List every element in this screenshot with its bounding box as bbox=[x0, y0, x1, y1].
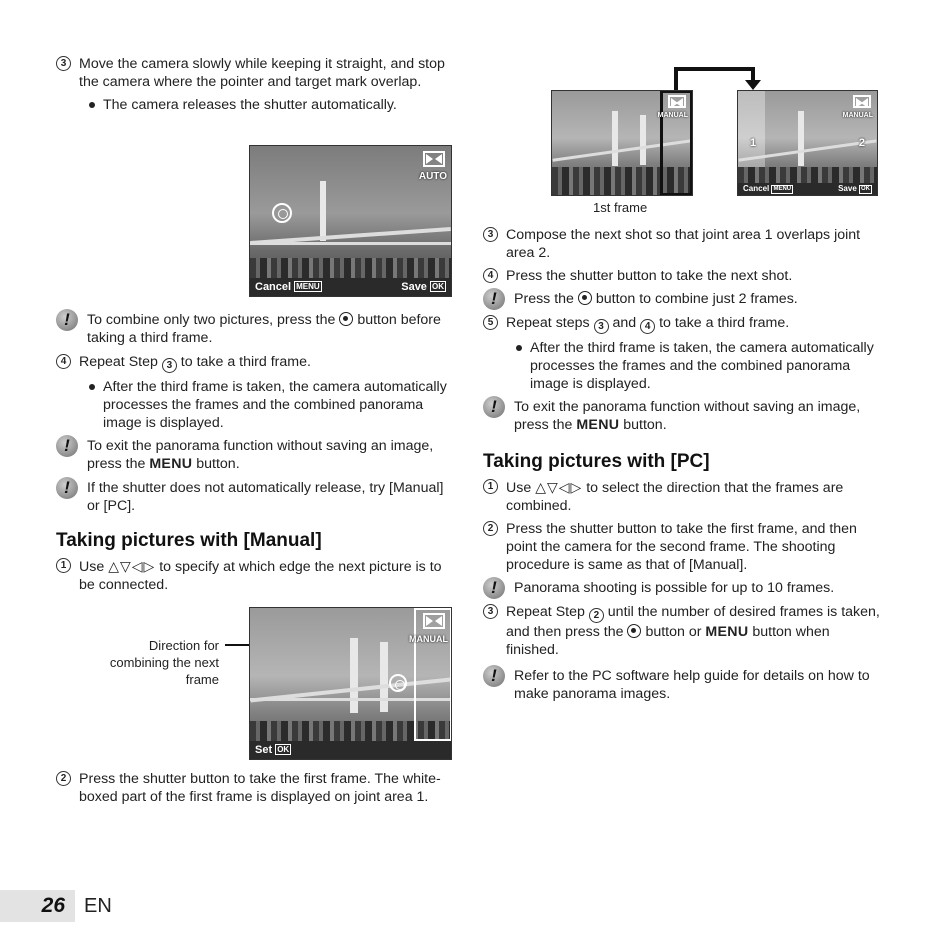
pc-step-3 bbox=[483, 603, 883, 659]
step-4-repeat bbox=[56, 353, 456, 373]
step-number: 1 bbox=[56, 558, 71, 573]
step-text: to select the direction that the frames are combined. bbox=[506, 480, 844, 514]
note-text: To exit the panorama function without saving an image, press the bbox=[87, 438, 434, 472]
step-ref: 4 bbox=[640, 319, 655, 334]
manual-step-2 bbox=[56, 770, 456, 806]
step-text: Compose the next shot so that joint area 1 overlaps joint area 2. bbox=[506, 227, 861, 261]
photo-first-frame bbox=[551, 90, 693, 196]
step-text: until the number of desired frames is taken, and then press the bbox=[506, 604, 880, 640]
bullet-text: After the third frame is taken, the camera automatically processes the frames and the combined panorama image is displayed. bbox=[103, 379, 447, 431]
note-text: button to combine just 2 frames. bbox=[595, 291, 798, 307]
ok-tag: OK bbox=[277, 745, 290, 754]
note-shutter bbox=[56, 479, 456, 515]
step-text: button when finished. bbox=[506, 624, 830, 658]
mode-label: MANUAL bbox=[657, 112, 688, 119]
caution-icon bbox=[483, 577, 505, 599]
left-column-bottom bbox=[56, 770, 456, 811]
save-label: Save bbox=[838, 184, 857, 193]
left-column-lower bbox=[56, 311, 456, 599]
note-text: To exit the panorama function without saving an image, press the bbox=[514, 399, 861, 433]
step-ref: 3 bbox=[162, 358, 177, 373]
bottom-bar bbox=[250, 741, 451, 759]
arrow-keys-icon: △▽◁▷ bbox=[535, 479, 583, 495]
arrow-down-icon bbox=[745, 80, 761, 90]
bottom-bar bbox=[250, 278, 451, 296]
ok-button-icon bbox=[578, 291, 592, 305]
step-number: 3 bbox=[483, 604, 498, 619]
step-number: 1 bbox=[483, 479, 498, 494]
step-4-press bbox=[483, 267, 883, 285]
step-3-compose bbox=[483, 226, 883, 262]
caution-icon bbox=[56, 435, 78, 457]
manual-step-1 bbox=[56, 557, 456, 594]
right-column bbox=[483, 226, 883, 709]
menu-word: MENU bbox=[705, 624, 749, 640]
caution-icon bbox=[483, 288, 505, 310]
mode-label: AUTO bbox=[418, 171, 447, 182]
direction-caption: Direction for combining the next frame bbox=[109, 638, 219, 687]
caution-icon bbox=[56, 477, 78, 499]
pointer-target-mark bbox=[272, 203, 292, 223]
note-text: Refer to the PC software help guide for details on how to make panorama images. bbox=[514, 668, 870, 702]
step-number: 5 bbox=[483, 315, 498, 330]
tower bbox=[350, 638, 358, 713]
step-number: 2 bbox=[56, 771, 71, 786]
panorama-icon bbox=[423, 613, 445, 629]
step-text: button or bbox=[645, 624, 702, 640]
step-text: Repeat steps bbox=[506, 315, 590, 331]
step-number: 3 bbox=[483, 227, 498, 242]
caution-icon bbox=[483, 396, 505, 418]
tower bbox=[640, 115, 646, 165]
note-exit bbox=[56, 437, 456, 473]
note-software bbox=[483, 667, 883, 703]
joint-area-1-label: 1 bbox=[750, 137, 757, 149]
note-text: If the shutter does not automatically release, try [Manual] or [PC]. bbox=[87, 480, 444, 514]
tower bbox=[320, 181, 326, 241]
step-text: Press the shutter button to take the next shot. bbox=[506, 268, 793, 284]
heading-manual: Taking pictures with [Manual] bbox=[56, 530, 322, 551]
set-label: Set bbox=[255, 744, 273, 756]
menu-tag: MENU bbox=[296, 282, 320, 291]
ok-button-icon bbox=[627, 624, 641, 638]
step-text: Use bbox=[79, 559, 105, 575]
pc-step-1 bbox=[483, 478, 883, 515]
mode-label: MANUAL bbox=[409, 634, 448, 644]
bullet-after-third bbox=[56, 378, 456, 432]
bullet-text: After the third frame is taken, the camera automatically processes the frames and the combined panorama image is displayed. bbox=[530, 340, 874, 392]
cancel-label: Cancel bbox=[743, 184, 770, 193]
ok-tag: OK bbox=[861, 186, 870, 192]
note-exit bbox=[483, 398, 883, 434]
step-text: to specify at which edge the next picture is to be connected. bbox=[79, 559, 442, 593]
step-text: Use bbox=[506, 480, 532, 496]
left-column bbox=[56, 55, 456, 119]
photo-manual-mode bbox=[249, 607, 452, 760]
step-text: Move the camera slowly while keeping it straight, and stop the camera where the pointer and target mark overlap. bbox=[79, 56, 445, 90]
step-number: 2 bbox=[483, 521, 498, 536]
bullet-releases bbox=[56, 96, 456, 114]
bullet-after-third bbox=[483, 339, 883, 393]
step-text: to take a third frame. bbox=[659, 315, 790, 331]
tower bbox=[612, 111, 618, 166]
language-label: EN bbox=[84, 895, 112, 917]
step-3-move bbox=[56, 55, 456, 91]
step-text: Press the shutter button to take the first frame. The white-boxed part of the first frame is displayed on joint area 1. bbox=[79, 771, 441, 805]
step-text: Repeat Step bbox=[79, 354, 158, 370]
bottom-bar bbox=[738, 183, 877, 195]
page-number: 26 bbox=[0, 890, 75, 922]
note-ten-frames bbox=[483, 579, 883, 597]
step-number: 4 bbox=[56, 354, 71, 369]
arrow-keys-icon: △▽◁▷ bbox=[108, 558, 156, 574]
mode-label: MANUAL bbox=[842, 112, 873, 119]
first-frame-caption: 1st frame bbox=[593, 200, 648, 215]
bullet-text: The camera releases the shutter automatically. bbox=[103, 97, 397, 113]
save-group bbox=[838, 183, 872, 195]
save-label: Save bbox=[401, 281, 427, 293]
ok-tag: OK bbox=[432, 282, 444, 291]
step-number: 4 bbox=[483, 268, 498, 283]
step-ref: 2 bbox=[589, 608, 604, 623]
photo-second-frame bbox=[737, 90, 878, 196]
step-ref: 3 bbox=[594, 319, 609, 334]
step-text: Repeat Step bbox=[506, 604, 585, 620]
pc-step-2 bbox=[483, 520, 883, 574]
step-5-repeat bbox=[483, 314, 883, 334]
step-text: and bbox=[612, 315, 637, 331]
step-number: 3 bbox=[56, 56, 71, 71]
step-text: Press the shutter button to take the first frame, and then point the camera for the second frame. The shooting procedure is same as that of [Manual]. bbox=[506, 521, 857, 573]
save-group bbox=[401, 278, 446, 296]
note-text: button. bbox=[196, 456, 240, 472]
tower bbox=[798, 111, 804, 166]
note-combine-two bbox=[56, 311, 456, 347]
step-text: to take a third frame. bbox=[180, 354, 311, 370]
note-text: Panorama shooting is possible for up to 10 frames. bbox=[514, 580, 835, 596]
panorama-icon bbox=[423, 151, 445, 167]
joint-area-2-label: 2 bbox=[858, 137, 865, 149]
note-text: button before taking a third frame. bbox=[87, 312, 441, 346]
cancel-label: Cancel bbox=[255, 281, 292, 293]
caution-icon bbox=[56, 309, 78, 331]
menu-tag: MENU bbox=[773, 186, 792, 192]
bridge-deck bbox=[250, 242, 451, 245]
note-text: Press the bbox=[514, 291, 574, 307]
ok-button-icon bbox=[339, 312, 353, 326]
panorama-icon bbox=[853, 95, 871, 108]
panorama-icon bbox=[668, 95, 686, 108]
note-two-frames bbox=[483, 290, 883, 308]
menu-word: MENU bbox=[576, 417, 620, 433]
note-text: button. bbox=[623, 417, 667, 433]
tower bbox=[380, 642, 388, 712]
heading-pc: Taking pictures with [PC] bbox=[483, 451, 710, 472]
caution-icon bbox=[483, 665, 505, 687]
photo-auto-mode bbox=[249, 145, 452, 297]
target-mark bbox=[389, 674, 407, 692]
note-text: To combine only two pictures, press the bbox=[87, 312, 336, 328]
menu-word: MENU bbox=[149, 456, 193, 472]
arrow-line-top bbox=[674, 67, 754, 71]
